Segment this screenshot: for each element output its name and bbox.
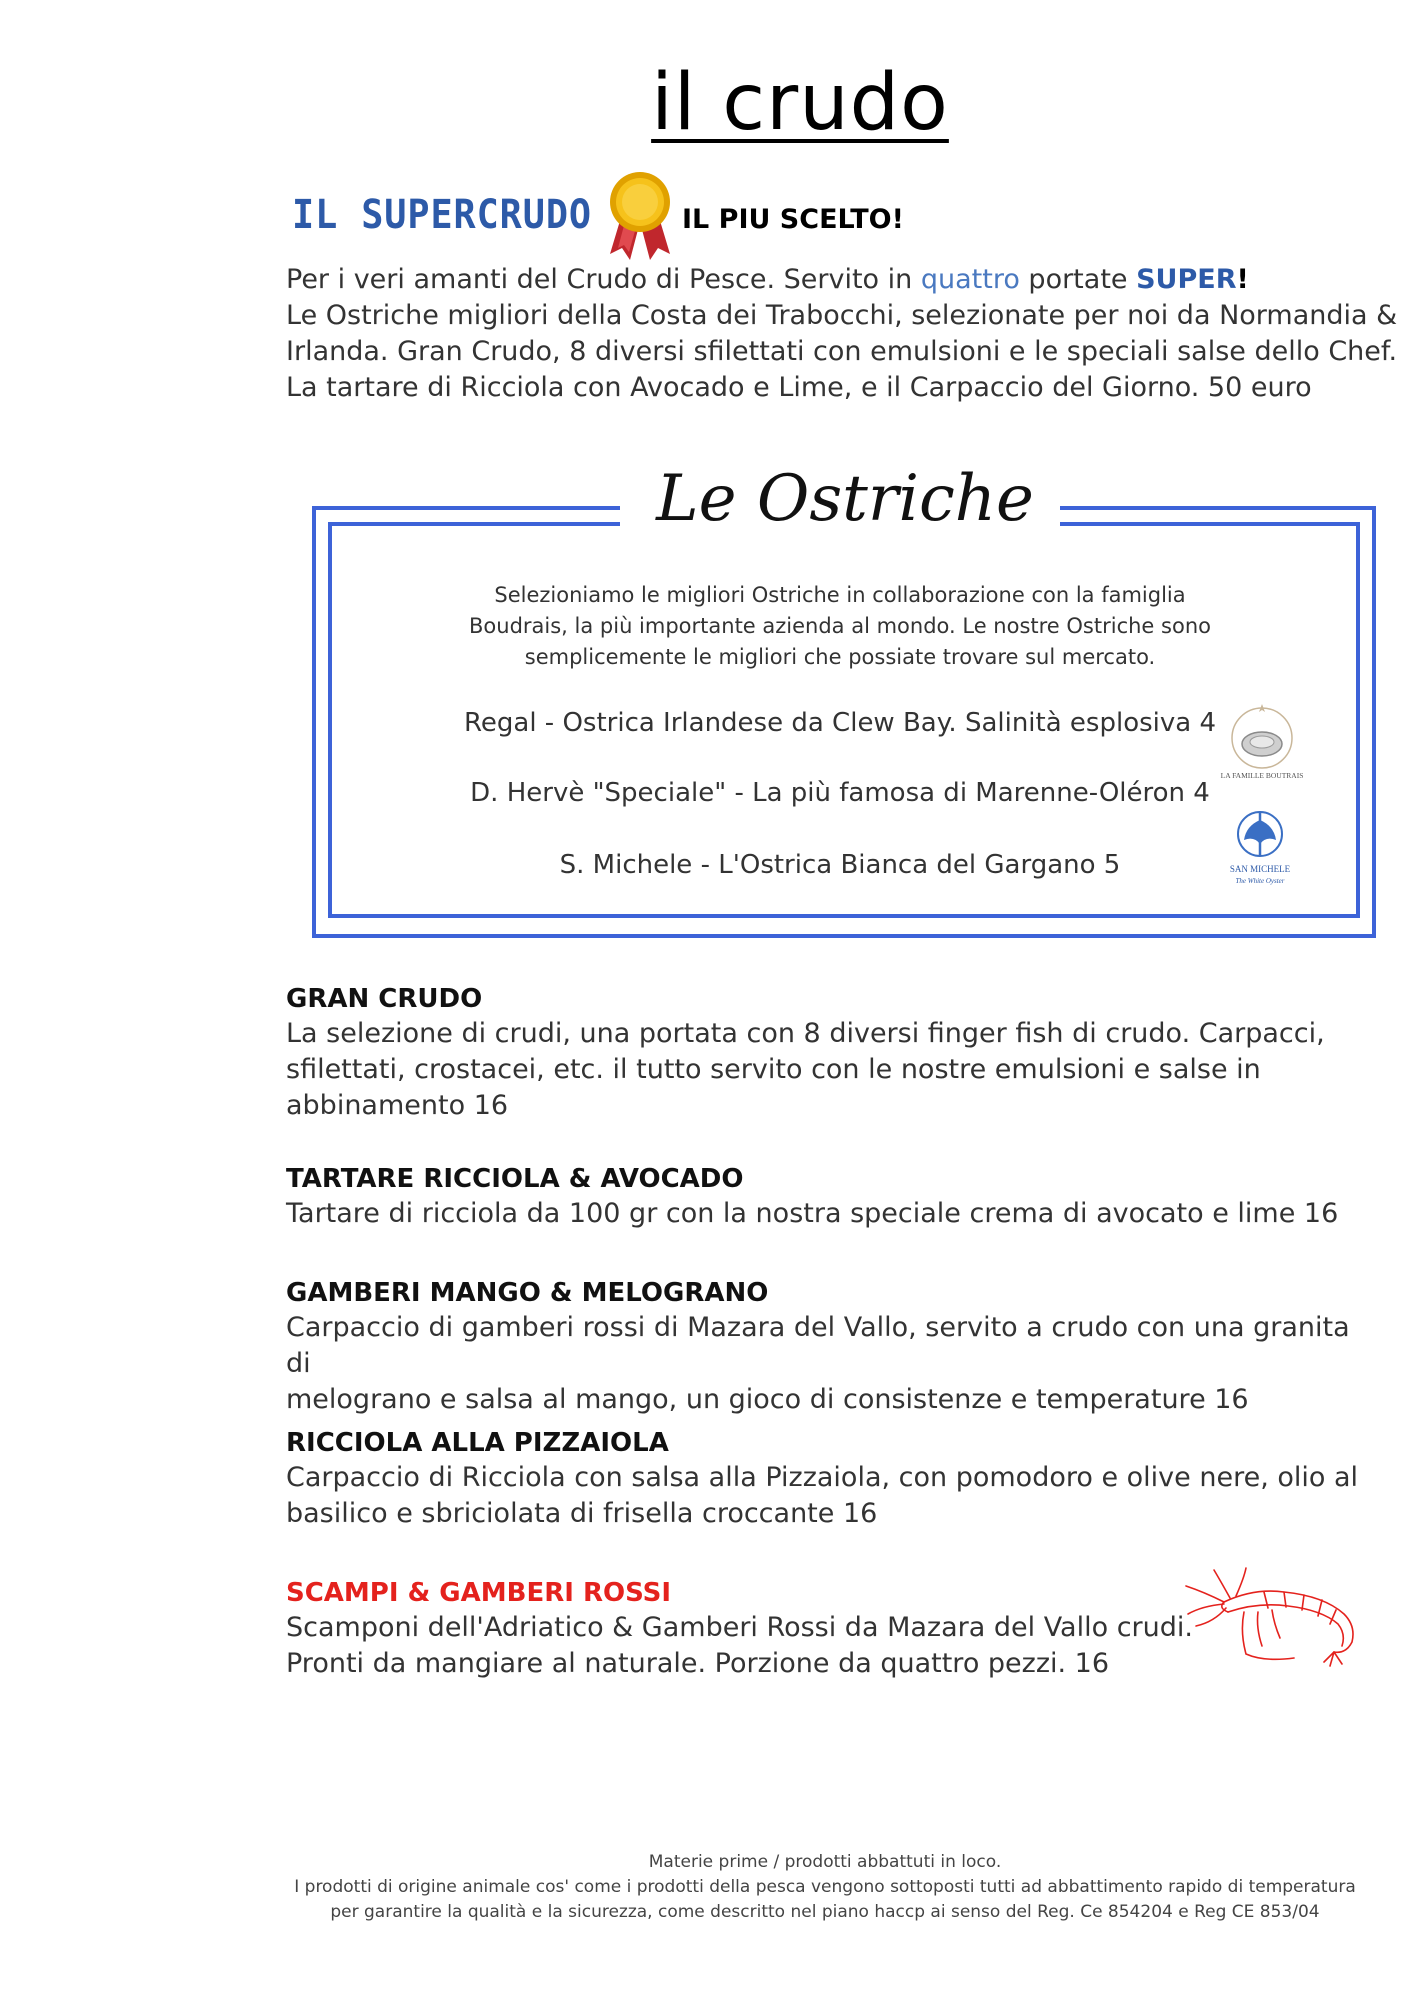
logo2-name: SAN MICHELE xyxy=(1229,864,1291,874)
description-line: Selezioniamo le migliori Ostriche in collaborazione con la famiglia xyxy=(494,583,1186,607)
menu-item-line: Carpaccio di Ricciola con salsa alla Pizzaiola, con pomodoro e olive nere, olio al xyxy=(286,1462,1359,1493)
menu-item-line: abbinamento 16 xyxy=(286,1090,509,1121)
intro-bang: ! xyxy=(1236,264,1249,295)
san-michele-logo-icon xyxy=(1222,806,1298,900)
menu-item-line: basilico e sbriciolata di frisella croccante 16 xyxy=(286,1498,878,1529)
oyster-logo-icon xyxy=(1212,702,1312,788)
menu-item-line: melograno e salsa al mango, un gioco di consistenze e temperature 16 xyxy=(286,1384,1249,1415)
menu-item-name: TARTARE RICCIOLA & AVOCADO xyxy=(286,1164,744,1194)
intro-line: Irlanda. Gran Crudo, 8 diversi sfilettati con emulsioni e le speciali salse dello Chef. xyxy=(286,336,1398,367)
intro-highlight: quattro xyxy=(920,264,1020,295)
description-line: Boudrais, la più importante azienda al mondo. Le nostre Ostriche sono xyxy=(469,614,1211,638)
menu-item-tartare xyxy=(286,1162,1366,1232)
menu-item-line: La selezione di crudi, una portata con 8 diversi finger fish di crudo. Carpacci, xyxy=(286,1018,1325,1049)
intro-text: Per i veri amanti del Crudo di Pesce. Servito in xyxy=(286,264,921,295)
most-chosen-badge: IL PIU SCELTO! xyxy=(682,204,904,235)
logo1-text: LA FAMILLE BOUTRAIS xyxy=(1220,771,1304,780)
intro-super: SUPER xyxy=(1136,264,1237,295)
menu-item-name: GAMBERI MANGO & MELOGRANO xyxy=(286,1278,769,1308)
menu-item-line: Scamponi dell'Adriatico & Gamberi Rossi da Mazara del Vallo crudi. xyxy=(286,1612,1193,1643)
oyster-item-san-michele: S. Michele - L'Ostrica Bianca del Gargano 5 xyxy=(559,850,1121,880)
menu-item-line: Carpaccio di gamberi rossi di Mazara del Vallo, servito a crudo con una granita di xyxy=(286,1312,1350,1379)
menu-item-name: RICCIOLA ALLA PIZZAIOLA xyxy=(286,1428,669,1458)
footer-line: Materie prime / prodotti abbattuti in loco. xyxy=(648,1852,1002,1872)
intro-line xyxy=(286,262,1406,298)
medal-icon xyxy=(604,170,676,266)
menu-item-gamberi-mango xyxy=(286,1276,1366,1418)
logo2-sub: The White Oyster xyxy=(1235,877,1285,885)
menu-item-gran-crudo xyxy=(286,982,1366,1124)
footer-line: I prodotti di origine animale cos' come i prodotti della pesca vengono sottoposti tutti ad abbattimento rapido di temperatura xyxy=(294,1877,1356,1897)
menu-item-name: SCAMPI & GAMBERI ROSSI xyxy=(286,1578,672,1608)
ostriche-description xyxy=(420,580,1260,673)
footer-notes xyxy=(260,1850,1390,1925)
intro-text: portate xyxy=(1019,264,1137,295)
intro-line: Le Ostriche migliori della Costa dei Trabocchi, selezionate per noi da Normandia & xyxy=(286,300,1398,331)
page-title: il crudo xyxy=(651,58,949,148)
supercrudo-description xyxy=(286,262,1406,406)
menu-item-line: Pronti da mangiare al naturale. Porzione da quattro pezzi. 16 xyxy=(286,1648,1110,1679)
menu-item-line: sfilettati, crostacei, etc. il tutto servito con le nostre emulsioni e salse in xyxy=(286,1054,1261,1085)
intro-line: La tartare di Ricciola con Avocado e Lime, e il Carpaccio del Giorno. 50 euro xyxy=(286,372,1312,403)
description-line: semplicemente le migliori che possiate trovare sul mercato. xyxy=(524,645,1156,669)
menu-item-name: GRAN CRUDO xyxy=(286,984,483,1014)
oyster-item-herve: D. Hervè "Speciale" - La più famosa di Marenne-Oléron 4 xyxy=(470,778,1210,808)
shrimp-icon xyxy=(1184,1562,1374,1676)
menu-item-line: Tartare di ricciola da 100 gr con la nostra speciale crema di avocato e lime 16 xyxy=(286,1198,1339,1229)
menu-item-ricciola-pizzaiola xyxy=(286,1426,1366,1532)
supercrudo-label: IL SUPERCRUDO xyxy=(292,192,592,238)
ostriche-title: Le Ostriche xyxy=(656,462,1034,536)
oyster-item-regal: Regal - Ostrica Irlandese da Clew Bay. Salinità esplosiva 4 xyxy=(463,708,1216,738)
footer-line: per garantire la qualità e la sicurezza, come descritto nel piano haccp ai senso del Reg. Ce 854204 e Reg CE 853/04 xyxy=(330,1902,1320,1922)
